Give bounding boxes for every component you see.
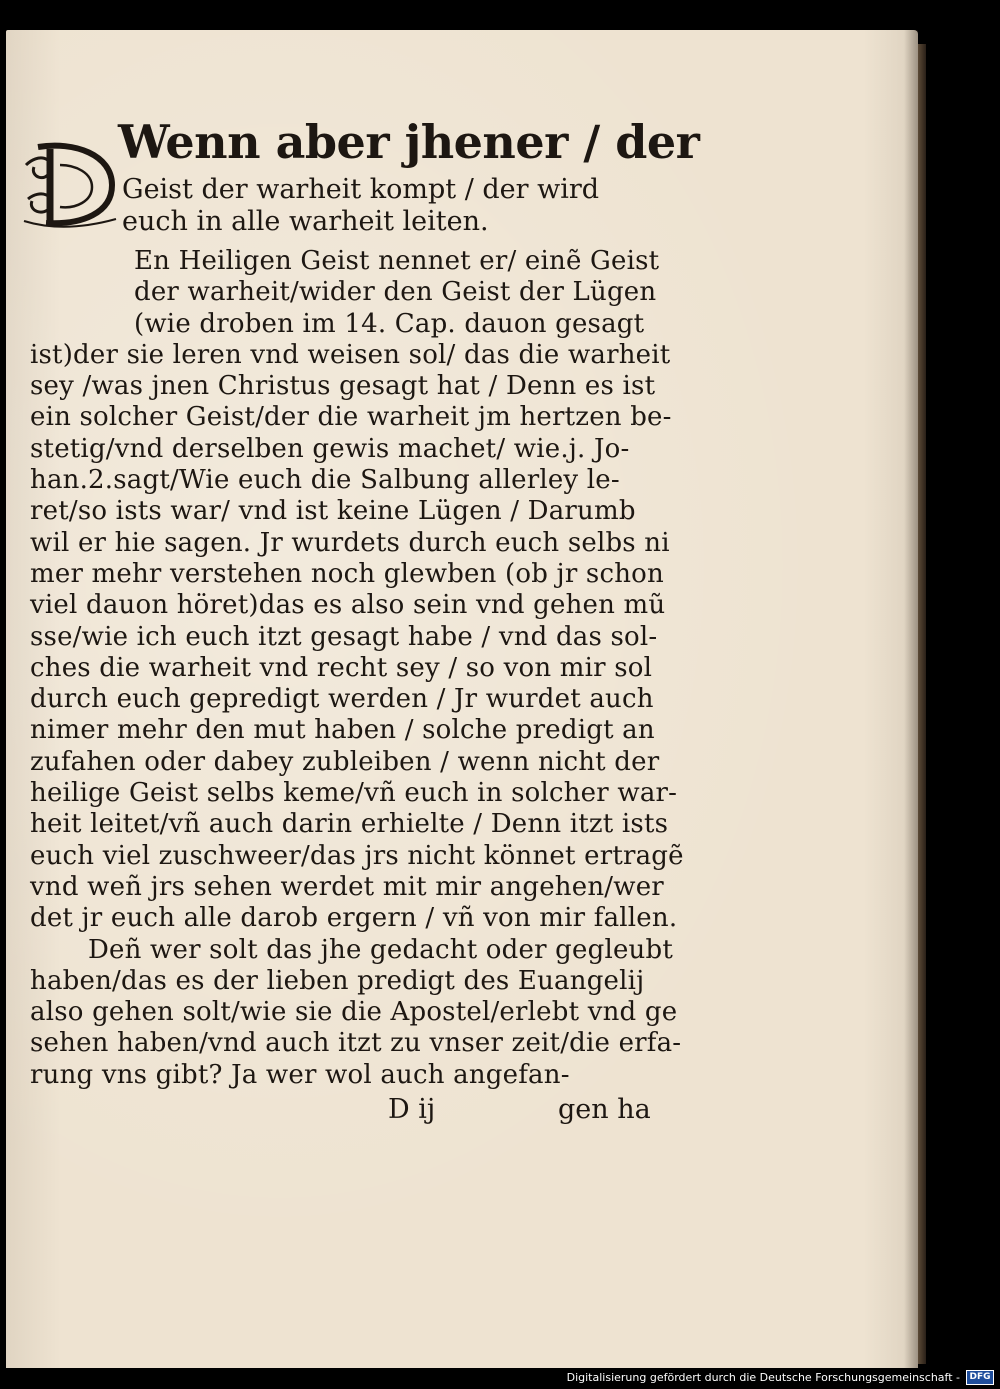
body-line: vnd weñ jrs sehen werdet mit mir angehen/wer <box>30 871 664 902</box>
body-line: sey /was jnen Christus gesagt hat / Denn es ist <box>30 371 656 402</box>
page-heading: Wenn aber jhener / der <box>118 115 700 169</box>
body-line: mer mehr verstehen noch glewben (ob jr schon <box>30 558 664 589</box>
body-line: der warheit/wider den Geist der Lügen <box>134 277 657 308</box>
body-line: sehen haben/vnd auch itzt zu vnser zeit/die erfa- <box>30 1028 682 1059</box>
body-line: (wie droben im 14. Cap. dauon gesagt <box>134 308 645 339</box>
subheading-line: euch in alle warheit leiten. <box>122 206 489 237</box>
body-line: also gehen solt/wie sie die Apostel/erlebt vnd ge <box>30 997 678 1028</box>
page-text <box>30 110 700 1091</box>
body-line: ches die warheit vnd recht sey / so von mir sol <box>30 652 653 683</box>
signature-mark: D ij <box>388 1094 436 1125</box>
body-line: ist)der sie leren vnd weisen sol/ das die warheit <box>30 339 671 370</box>
body-line: rung vns gibt? Ja wer wol auch angefan- <box>30 1059 570 1090</box>
body-line: ret/so ists war/ vnd ist keine Lügen / Darumb <box>30 496 636 527</box>
body-line: heit leitet/vñ auch darin erhielte / Denn itzt ists <box>30 809 669 840</box>
digitization-credit <box>567 1369 994 1385</box>
body-line: durch euch gepredigt werden / Jr wurdet auch <box>30 684 654 715</box>
credit-text: Digitalisierung gefördert durch die Deutsche Forschungsgemeinschaft - <box>566 1370 960 1384</box>
body-line: euch viel zuschweer/das jrs nicht könnet ertragẽ <box>30 840 684 871</box>
body-line: ein solcher Geist/der die warheit jm hertzen be- <box>30 402 672 433</box>
page-stack-edge <box>918 44 926 1364</box>
body-line: wil er hie sagen. Jr wurdets durch euch selbs ni <box>30 527 670 558</box>
body-line: sse/wie ich euch itzt gesagt habe / vnd das sol- <box>30 621 658 652</box>
body-line: nimer mehr den mut haben / solche predigt an <box>30 715 655 746</box>
body-line: det jr euch alle darob ergern / vñ von mir fallen. <box>30 903 678 934</box>
body-line: viel dauon höret)das es also sein vnd gehen mũ <box>30 590 666 621</box>
body-text <box>30 246 690 1091</box>
catchword: gen ha <box>558 1094 651 1125</box>
subheading-line: Geist der warheit kompt / der wird <box>122 174 600 205</box>
body-line: haben/das es der lieben predigt des Euangelij <box>30 965 645 996</box>
body-line: stetig/vnd derselben gewis machet/ wie.j. Jo- <box>30 433 630 464</box>
dfg-logo: DFG <box>966 1370 994 1385</box>
page-edge-shadow <box>904 30 918 1368</box>
body-line: heilige Geist selbs keme/vñ euch in solcher war- <box>30 778 678 809</box>
body-line: han.2.sagt/Wie euch die Salbung allerley le- <box>30 465 620 496</box>
body-line: En Heiligen Geist nennet er/ einẽ Geist <box>134 246 660 276</box>
body-line: Deñ wer solt das jhe gedacht oder gegleubt <box>88 934 673 965</box>
body-line: zufahen oder dabey zubleiben / wenn nicht der <box>30 746 660 777</box>
